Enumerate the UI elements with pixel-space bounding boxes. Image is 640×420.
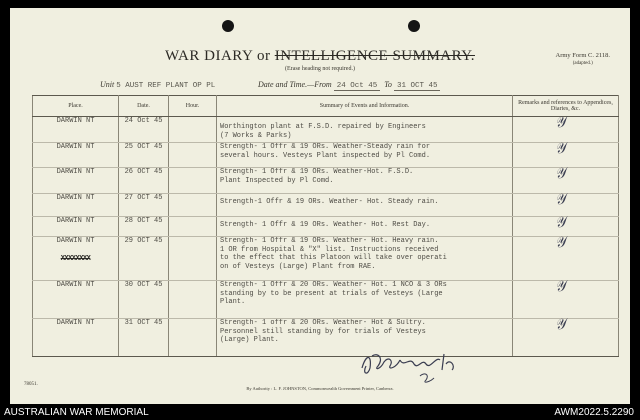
entry-date: 26 OCT 45 — [119, 168, 169, 194]
entry-hour — [169, 194, 217, 217]
title-intelligence-summary: INTELLIGENCE SUMMARY. — [274, 48, 475, 64]
table-row — [33, 319, 619, 357]
form-reference — [556, 52, 610, 68]
entry-summary — [217, 117, 513, 143]
title-war-diary: WAR DIARY or — [165, 48, 271, 64]
handwritten-initial: 𝒴 — [553, 140, 568, 158]
handwritten-initial: 𝒴 — [553, 278, 568, 296]
handwritten-initial: 𝒴 — [553, 316, 568, 334]
col-header-place: Place. — [33, 96, 119, 117]
entry-place: DARWIN NT — [33, 117, 119, 143]
entry-date: 31 OCT 45 — [119, 319, 169, 357]
entry-summary — [217, 217, 513, 237]
summary-line: on of Vesteys (Large) Plant from RAE. — [220, 262, 376, 271]
date-line — [258, 80, 440, 90]
unit-label: Unit — [100, 80, 115, 89]
entry-hour — [169, 319, 217, 357]
entry-place — [33, 237, 119, 281]
handwritten-initial: 𝒴 — [553, 214, 568, 232]
entry-hour — [169, 143, 217, 168]
summary-line: Strength- 1 Offr & 20 ORs. Weather- Hot. 1 NCO & 3 ORs — [220, 281, 447, 289]
entry-remarks — [513, 191, 619, 217]
summary-line: Strength- 1 Offr & 19 ORs. Weather-Hot. F.S.D. — [220, 168, 414, 176]
unit-line — [100, 80, 215, 90]
date-from-label: Date and Time.—From — [258, 80, 332, 89]
table-row — [33, 117, 619, 143]
entry-date: 24 Oct 45 — [119, 117, 169, 143]
form-ref-small: (adapted.) — [572, 61, 593, 66]
entry-summary — [217, 194, 513, 217]
summary-line: standing by to be present at trials of Vesteys (Large — [220, 289, 443, 298]
summary-line: Personnel still standing by for trials of Vesteys — [220, 327, 426, 336]
entry-remarks — [513, 114, 619, 143]
table-row — [33, 143, 619, 168]
form-ref-text: Army Form C. 2118. — [555, 52, 610, 59]
date-from-value: 24 Oct 45 — [334, 82, 381, 91]
summary-line: (Large) Plant. — [220, 336, 279, 344]
entry-remarks — [513, 278, 619, 319]
summary-line: Strength-1 Offr & 19 ORs. Weather- Hot. Steady rain. — [220, 198, 439, 206]
summary-line: (7 Works & Parks) — [220, 131, 292, 140]
entry-date: 28 OCT 45 — [119, 217, 169, 237]
entry-remarks — [513, 234, 619, 281]
summary-line: Strength- 1 Offr & 19 ORs. Weather- Hot. Rest Day. — [220, 221, 431, 229]
form-number: 78051. — [24, 382, 38, 387]
archive-caption-right: AWM2022.5.2290 — [554, 407, 634, 418]
handwritten-signature — [358, 348, 470, 384]
summary-line: several hours. Vesteys Plant inspected by Pl Comd. — [220, 151, 431, 160]
entry-summary — [217, 237, 513, 281]
summary-line: Plant. — [220, 298, 246, 306]
handwritten-initial: 𝒴 — [553, 234, 568, 252]
entry-place: DARWIN NT — [33, 168, 119, 194]
diary-table — [32, 95, 619, 357]
entry-remarks — [513, 140, 619, 168]
summary-line: Strength- 1 offr & 20 ORs. Weather- Hot & Sultry. — [220, 319, 426, 327]
handwritten-initial: 𝒴 — [553, 114, 568, 132]
col-header-hour: Hour. — [169, 96, 217, 117]
table-row — [33, 217, 619, 237]
summary-line: 1 OR from Hospital & "X" list. Instructions received — [220, 245, 439, 254]
summary-line: Strength- 1 Offr & 19 ORs. Weather-Steady rain for — [220, 143, 431, 151]
entry-place-crossed-out: XXXXXXXX — [60, 254, 91, 263]
summary-line: Strength- 1 Offr & 19 ORs. Weather- Hot. Heavy rain. — [220, 237, 439, 245]
table-header-row — [33, 96, 619, 117]
page-subtitle: (Erase heading not required.) — [285, 66, 355, 72]
archive-caption-left: AUSTRALIAN WAR MEMORIAL — [4, 407, 149, 418]
handwritten-initial: 𝒴 — [553, 191, 568, 209]
entry-summary — [217, 168, 513, 194]
date-to-label: To — [384, 80, 392, 89]
entry-hour — [169, 237, 217, 281]
col-header-summary: Summary of Events and Information. — [217, 96, 513, 117]
entry-summary — [217, 143, 513, 168]
entry-date: 25 OCT 45 — [119, 143, 169, 168]
unit-value: 5 AUST REF PLANT OP PL — [116, 82, 216, 90]
entry-place: DARWIN NT — [33, 143, 119, 168]
entry-place: DARWIN NT — [33, 281, 119, 319]
date-to-value: 31 OCT 45 — [394, 82, 441, 91]
entry-hour — [169, 117, 217, 143]
table-row — [33, 194, 619, 217]
entry-place: DARWIN NT — [33, 319, 119, 357]
entry-place-text: DARWIN NT — [56, 237, 95, 245]
entry-hour — [169, 217, 217, 237]
entry-place: DARWIN NT — [33, 217, 119, 237]
handwritten-initial: 𝒴 — [553, 165, 568, 183]
col-header-date: Date. — [119, 96, 169, 117]
table-row — [33, 281, 619, 319]
col-header-remarks: Remarks and references to Appendices, Diaries, &c. — [513, 96, 619, 117]
summary-line: Plant Inspected by Pl Comd. — [220, 176, 334, 185]
entry-date: 29 OCT 45 — [119, 237, 169, 281]
diary-page — [10, 8, 630, 404]
entry-place: DARWIN NT — [33, 194, 119, 217]
entry-summary — [217, 281, 513, 319]
entry-hour — [169, 281, 217, 319]
table-row — [33, 237, 619, 281]
summary-line: to the effect that this Platoon will take over operati — [220, 254, 447, 262]
summary-line: Worthington plant at F.S.D. repaired by Engineers — [220, 123, 426, 131]
punch-hole-right — [408, 20, 420, 32]
entry-remarks — [513, 316, 619, 357]
entry-date: 27 OCT 45 — [119, 194, 169, 217]
punch-hole-left — [222, 20, 234, 32]
entry-hour — [169, 168, 217, 194]
printer-authority: By Authority : L. F. JOHNSTON, Commonwealth Government Printer, Canberra. — [246, 386, 394, 391]
entry-remarks — [513, 165, 619, 194]
table-row — [33, 168, 619, 194]
entry-date: 30 OCT 45 — [119, 281, 169, 319]
page-title — [10, 48, 630, 65]
entry-remarks — [513, 214, 619, 237]
